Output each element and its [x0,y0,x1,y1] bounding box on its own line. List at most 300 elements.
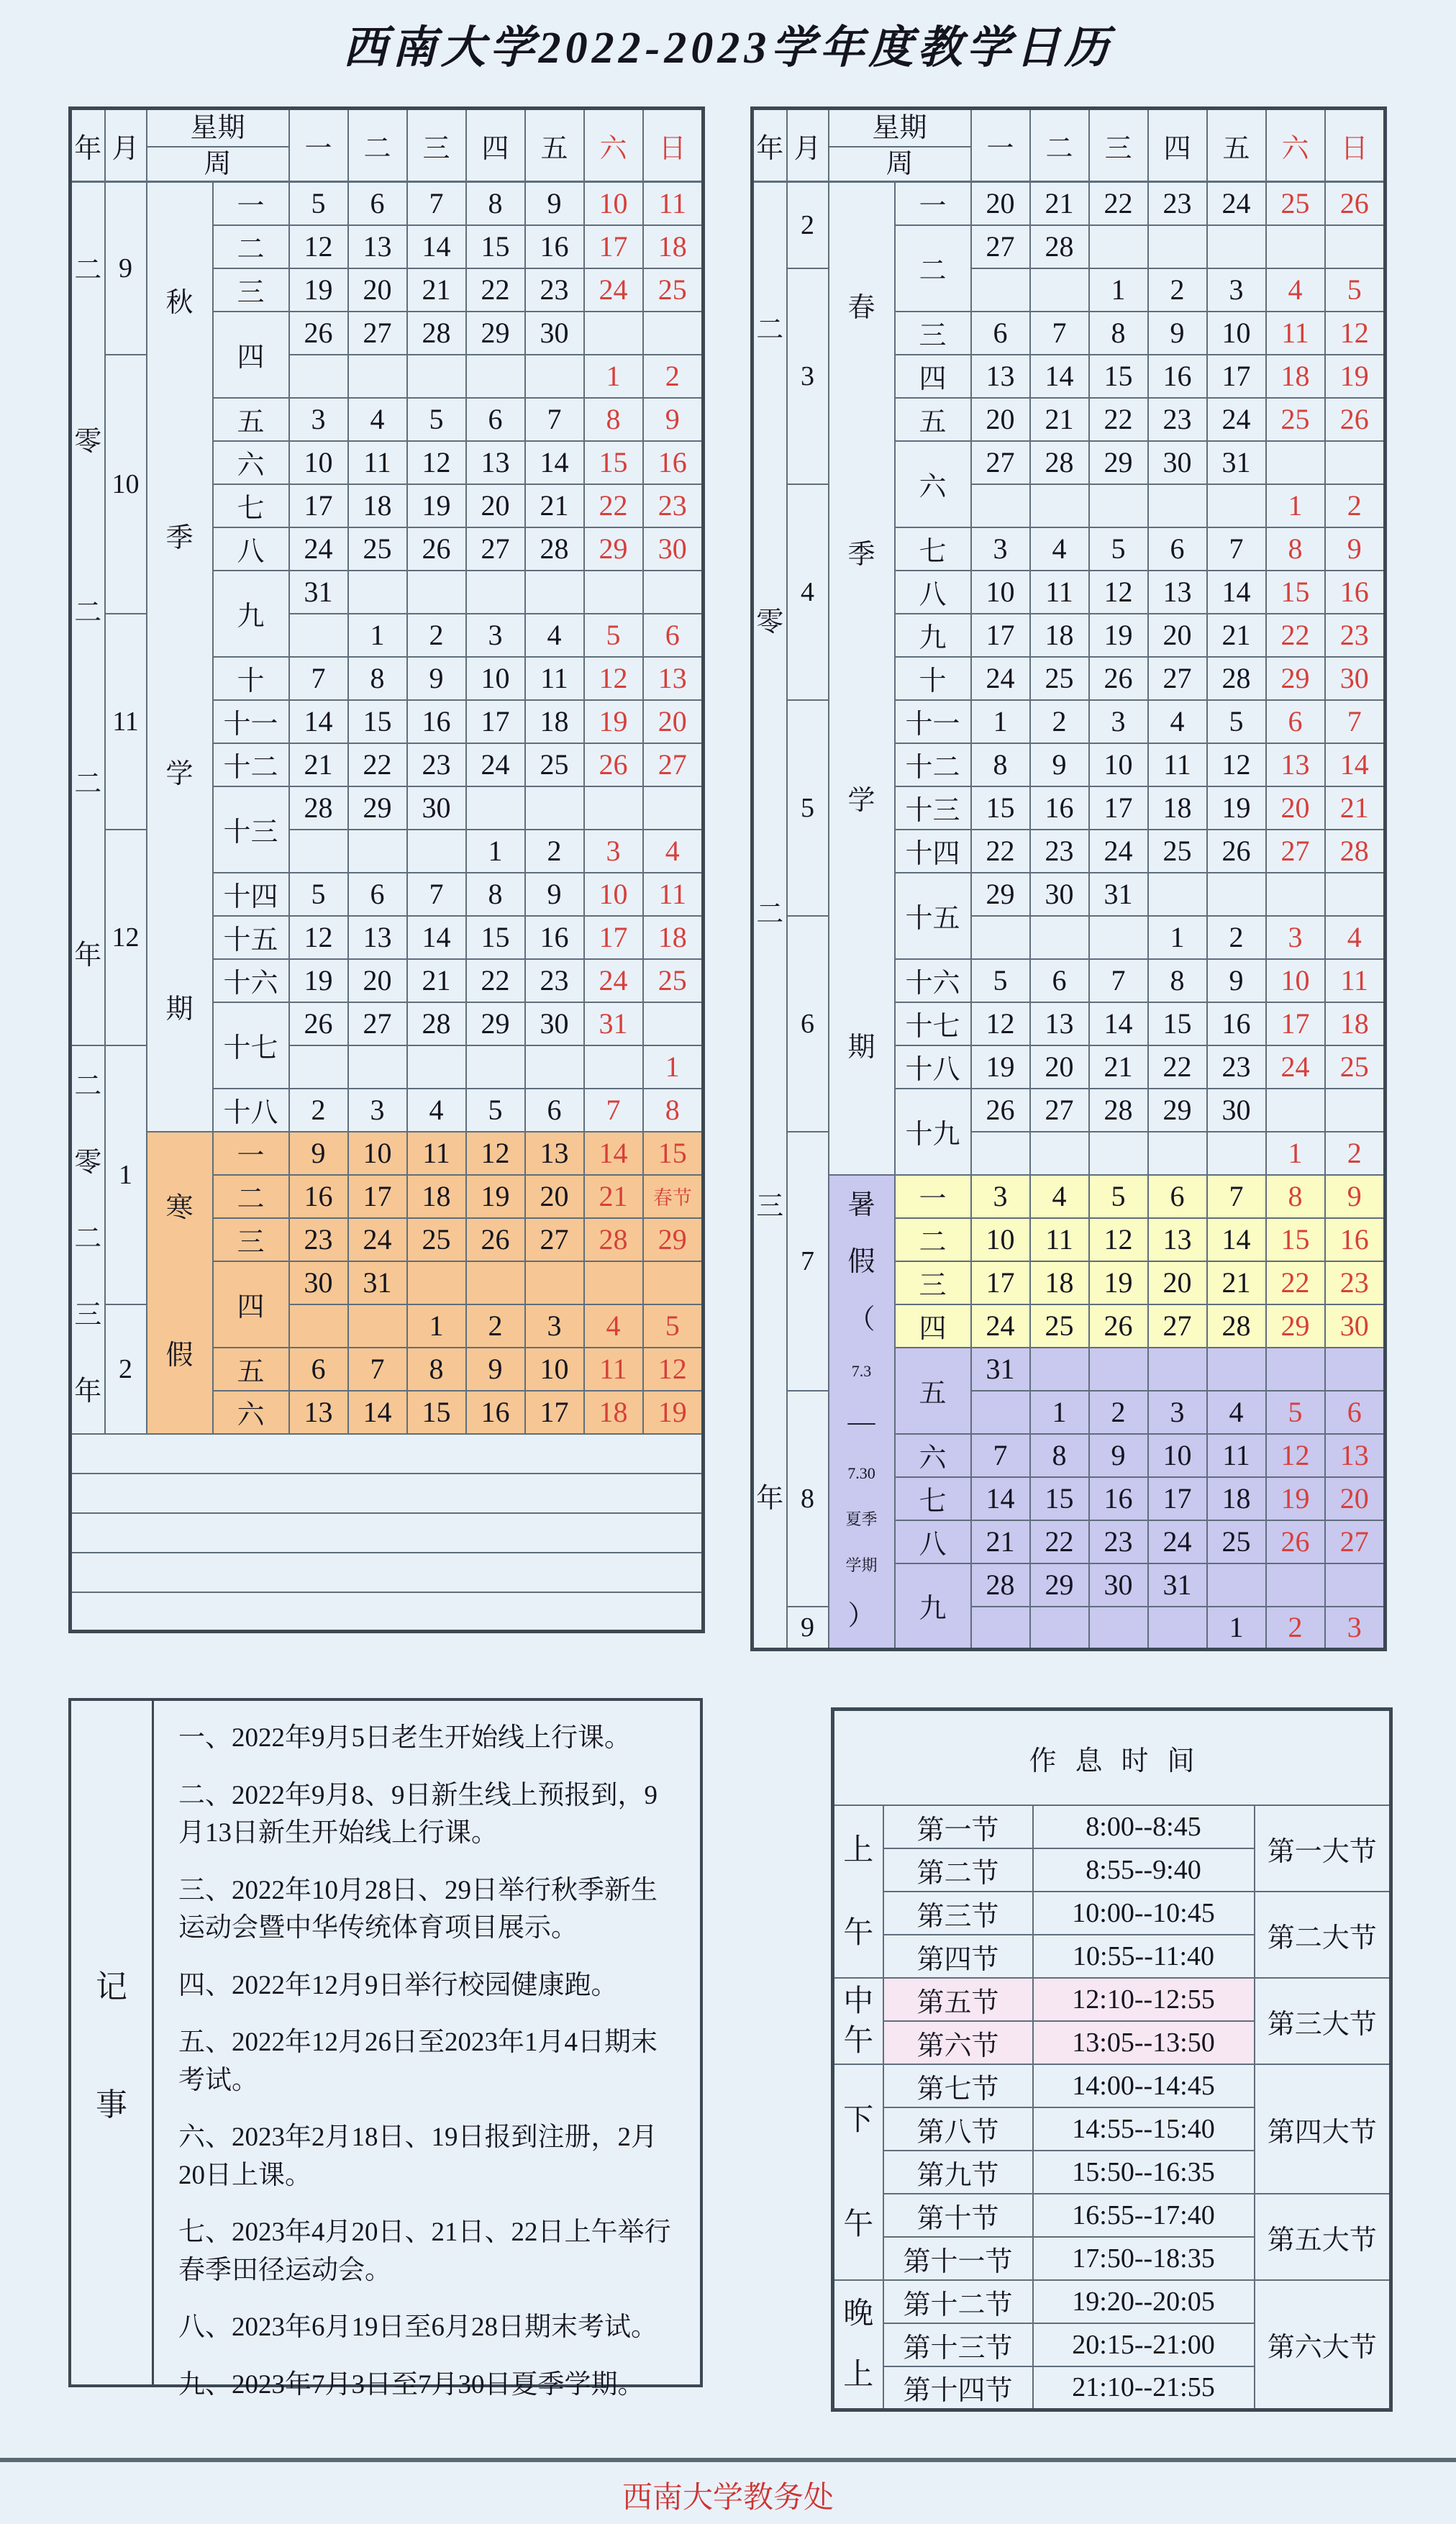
day-cell: 16 [1207,1002,1266,1045]
day-cell: 27 [1030,1089,1089,1132]
day-cell [289,614,348,657]
day-cell: 1 [407,1304,466,1348]
note-item: 二、2022年9月8、9日新生线上预报到，9月13日新生开始线上行课。 [178,1780,658,1848]
period-time: 17:50--18:35 [1033,2237,1255,2280]
day-cell: 7 [348,1348,407,1391]
day-cell: 27 [643,743,704,786]
day-cell [971,916,1030,959]
day-cell: 27 [1148,657,1207,700]
header-day: 六 [1266,109,1325,182]
month-cell: 6 [787,916,829,1132]
day-cell: 14 [971,1477,1030,1520]
day-cell: 2 [407,614,466,657]
day-cell: 30 [1325,1304,1386,1348]
day-cell: 19 [407,484,466,527]
day-cell [1148,1348,1207,1391]
day-cell: 7 [971,1434,1030,1477]
day-cell: 18 [584,1391,643,1434]
day-cell [289,1045,348,1089]
day-cell [1089,1132,1148,1175]
year-cell: 二 零 二 二 年 [70,182,105,1045]
day-cell: 21 [289,743,348,786]
day-cell: 7 [1325,700,1386,743]
day-cell: 1 [1207,1607,1266,1650]
period-time: 21:10--21:55 [1033,2366,1255,2410]
day-cell [1325,1348,1386,1391]
header-month: 月 [787,109,829,182]
day-cell [1030,916,1089,959]
week-label: 六 [213,441,289,484]
day-cell [1266,873,1325,916]
day-cell: 31 [1207,441,1266,484]
day-cell: 22 [1089,182,1148,225]
day-cell: 19 [1207,786,1266,830]
year-cell: 二 零 二 三 年 [70,1045,105,1434]
day-cell: 24 [584,268,643,312]
period-time: 14:00--14:45 [1033,2064,1255,2107]
day-cell: 4 [1148,700,1207,743]
day-cell: 25 [1266,398,1325,441]
day-cell: 2 [1325,1132,1386,1175]
day-cell: 27 [525,1218,584,1261]
semester-cell: 寒 假 [147,1132,213,1434]
block-name: 第一大节 [1255,1805,1391,1892]
day-cell: 6 [289,1348,348,1391]
period-name: 第二节 [883,1848,1033,1892]
day-cell: 4 [1030,527,1089,571]
week-label: 四 [895,1304,971,1348]
day-cell: 10 [971,571,1030,614]
day-cell: 17 [584,225,643,268]
day-cell: 28 [584,1218,643,1261]
day-cell: 28 [1325,830,1386,873]
day-cell: 14 [289,700,348,743]
day-cell: 15 [466,916,525,959]
day-cell: 5 [971,959,1030,1002]
week-label: 十七 [895,1002,971,1045]
day-cell: 4 [1266,268,1325,312]
day-cell: 8 [407,1348,466,1391]
day-cell [1030,1348,1089,1391]
day-cell [1207,1132,1266,1175]
day-cell: 9 [1207,959,1266,1002]
week-label: 十三 [213,786,289,873]
day-cell: 19 [1325,355,1386,398]
week-label: 八 [213,527,289,571]
period-name: 第十节 [883,2194,1033,2237]
day-cell: 5 [584,614,643,657]
day-cell: 24 [971,657,1030,700]
semester-cell: 春 季 学 期 [829,182,895,1175]
day-cell: 29 [584,527,643,571]
day-cell [1266,1348,1325,1391]
day-cell: 17 [584,916,643,959]
day-cell: 17 [1207,355,1266,398]
day-cell: 25 [1148,830,1207,873]
day-cell: 1 [348,614,407,657]
day-cell: 5 [1089,1175,1148,1218]
day-cell: 5 [289,182,348,225]
day-cell: 20 [1325,1477,1386,1520]
day-cell [348,1304,407,1348]
day-cell [643,312,704,355]
day-cell: 16 [1325,571,1386,614]
week-label: 八 [895,571,971,614]
day-cell: 8 [1266,1175,1325,1218]
week-label: 十 [213,657,289,700]
day-cell [466,786,525,830]
day-cell: 13 [525,1132,584,1175]
month-cell: 3 [787,268,829,484]
day-cell: 2 [1266,1607,1325,1650]
day-cell [1089,1607,1148,1650]
day-cell: 25 [407,1218,466,1261]
day-cell: 13 [466,441,525,484]
period-time: 20:15--21:00 [1033,2323,1255,2366]
day-cell: 31 [1148,1563,1207,1607]
period-time: 13:05--13:50 [1033,2021,1255,2064]
day-cell: 30 [1089,1563,1148,1607]
day-cell: 25 [348,527,407,571]
day-cell [1030,268,1089,312]
week-label: 六 [895,1434,971,1477]
day-cell: 22 [971,830,1030,873]
day-cell: 15 [407,1391,466,1434]
day-cell: 6 [348,873,407,916]
day-cell: 14 [1207,571,1266,614]
day-section-label: 上 午 [833,1805,883,1978]
day-cell: 20 [1030,1045,1089,1089]
day-cell: 6 [1266,700,1325,743]
week-label: 一 [895,1175,971,1218]
day-cell: 5 [1089,527,1148,571]
day-cell: 20 [348,268,407,312]
month-cell: 10 [105,355,147,614]
day-cell: 19 [289,268,348,312]
day-cell: 26 [466,1218,525,1261]
day-cell: 11 [584,1348,643,1391]
day-cell: 10 [1089,743,1148,786]
week-label: 十六 [895,959,971,1002]
header-day: 四 [466,109,525,182]
day-cell: 21 [1207,614,1266,657]
empty-row [70,1513,704,1553]
day-cell: 1 [643,1045,704,1089]
day-cell: 28 [1089,1089,1148,1132]
day-cell: 21 [407,268,466,312]
header-year: 年 [752,109,787,182]
block-name: 第二大节 [1255,1892,1391,1978]
day-cell: 22 [348,743,407,786]
day-cell: 12 [1266,1434,1325,1477]
day-cell: 29 [971,873,1030,916]
block-name: 第三大节 [1255,1978,1391,2064]
period-time: 10:55--11:40 [1033,1935,1255,1978]
day-cell: 27 [348,1002,407,1045]
day-cell: 25 [1030,657,1089,700]
day-cell: 12 [289,225,348,268]
day-cell: 14 [1207,1218,1266,1261]
day-cell: 15 [1266,571,1325,614]
week-label: 十二 [895,743,971,786]
day-cell: 7 [525,398,584,441]
week-label: 四 [213,1261,289,1348]
week-label: 十三 [895,786,971,830]
day-cell: 26 [1325,182,1386,225]
day-cell: 18 [1266,355,1325,398]
day-cell: 17 [466,700,525,743]
day-cell: 2 [1030,700,1089,743]
day-cell: 6 [971,312,1030,355]
day-cell [289,1304,348,1348]
period-name: 第八节 [883,2107,1033,2151]
day-cell: 13 [1148,1218,1207,1261]
day-cell: 18 [525,700,584,743]
month-cell: 9 [105,182,147,355]
day-cell: 12 [1089,571,1148,614]
day-cell: 6 [643,614,704,657]
empty-row [70,1553,704,1592]
day-cell [584,571,643,614]
day-cell: 3 [289,398,348,441]
day-cell: 20 [643,700,704,743]
day-cell: 28 [407,1002,466,1045]
week-label: 十六 [213,959,289,1002]
week-label: 七 [895,1477,971,1520]
day-cell: 2 [643,355,704,398]
day-cell [1207,1348,1266,1391]
header-day: 日 [1325,109,1386,182]
day-cell: 27 [348,312,407,355]
day-cell [525,571,584,614]
day-cell: 21 [1207,1261,1266,1304]
day-cell [407,1261,466,1304]
day-cell: 30 [525,312,584,355]
day-cell [348,571,407,614]
week-label: 十二 [213,743,289,786]
period-name: 第三节 [883,1892,1033,1935]
day-cell: 29 [1148,1089,1207,1132]
notes-label-char: 记 [96,1969,127,2005]
period-name: 第十二节 [883,2280,1033,2323]
class-schedule-box [831,1707,1393,2412]
day-cell: 21 [1089,1045,1148,1089]
day-cell: 10 [584,873,643,916]
day-cell: 11 [525,657,584,700]
day-cell: 3 [348,1089,407,1132]
day-cell: 26 [407,527,466,571]
day-cell [971,484,1030,527]
day-cell: 20 [1148,1261,1207,1304]
day-cell [1148,484,1207,527]
week-label: 十 [895,657,971,700]
day-cell: 3 [584,830,643,873]
week-label: 二 [895,1218,971,1261]
day-cell: 23 [525,268,584,312]
day-cell: 27 [1148,1304,1207,1348]
day-cell [971,1607,1030,1650]
day-cell: 13 [1030,1002,1089,1045]
day-cell: 28 [1207,1304,1266,1348]
header-day: 一 [971,109,1030,182]
day-cell: 4 [525,614,584,657]
day-cell: 25 [643,959,704,1002]
period-name: 第九节 [883,2151,1033,2194]
day-cell: 17 [1089,786,1148,830]
day-cell: 12 [643,1348,704,1391]
day-cell: 3 [525,1304,584,1348]
day-cell [348,1045,407,1089]
day-cell: 24 [1148,1520,1207,1563]
period-name: 第五节 [883,1978,1033,2021]
day-cell: 8 [348,657,407,700]
day-cell: 1 [1089,268,1148,312]
week-label: 二 [895,225,971,312]
block-name: 第四大节 [1255,2064,1391,2194]
note-item: 七、2023年4月20日、21日、22日上午举行春季田径运动会。 [178,2217,671,2285]
week-label: 十四 [213,873,289,916]
day-section-label: 下 午 [833,2064,883,2280]
day-cell: 26 [1089,1304,1148,1348]
day-cell [525,1261,584,1304]
header-day: 四 [1148,109,1207,182]
day-cell: 27 [971,225,1030,268]
day-cell: 18 [1207,1477,1266,1520]
day-cell: 31 [348,1261,407,1304]
day-cell [1266,225,1325,268]
day-cell: 16 [1030,786,1089,830]
empty-row [70,1474,704,1513]
day-cell: 19 [1089,1261,1148,1304]
day-cell: 28 [407,312,466,355]
day-cell [1266,441,1325,484]
day-cell: 28 [971,1563,1030,1607]
day-cell: 8 [1266,527,1325,571]
month-cell: 9 [787,1607,829,1650]
day-cell: 24 [466,743,525,786]
week-label: 五 [213,1348,289,1391]
day-cell: 15 [971,786,1030,830]
day-cell: 18 [348,484,407,527]
week-label: 五 [895,398,971,441]
day-cell: 6 [466,398,525,441]
day-cell: 10 [348,1132,407,1175]
day-cell: 11 [1148,743,1207,786]
day-cell: 11 [348,441,407,484]
day-cell: 25 [1030,1304,1089,1348]
period-name: 第十四节 [883,2366,1033,2410]
spring-semester-calendar [750,106,1387,1651]
week-label: 十八 [895,1045,971,1089]
day-cell: 30 [1207,1089,1266,1132]
note-item: 五、2022年12月26日至2023年1月4日期末考试。 [178,2028,658,2095]
day-cell: 18 [1148,786,1207,830]
day-cell: 26 [1207,830,1266,873]
day-cell: 12 [1325,312,1386,355]
day-cell: 23 [1325,614,1386,657]
day-cell: 30 [1148,441,1207,484]
day-cell [1266,1089,1325,1132]
day-cell: 22 [466,959,525,1002]
notes-box [68,1698,703,2400]
day-cell [1207,1563,1266,1607]
day-cell [584,786,643,830]
day-cell: 27 [1325,1520,1386,1563]
week-label: 十五 [213,916,289,959]
day-cell [348,355,407,398]
block-name: 第六大节 [1255,2280,1391,2410]
day-cell: 28 [525,527,584,571]
week-label: 二 [213,225,289,268]
period-time: 19:20--20:05 [1033,2280,1255,2323]
day-cell: 8 [1089,312,1148,355]
day-cell: 9 [1148,312,1207,355]
day-cell: 5 [289,873,348,916]
day-cell: 31 [289,571,348,614]
day-cell: 11 [1030,1218,1089,1261]
day-cell: 14 [1089,1002,1148,1045]
day-cell: 18 [1325,1002,1386,1045]
day-cell: 21 [1030,398,1089,441]
day-cell: 5 [1207,700,1266,743]
day-cell: 24 [584,959,643,1002]
header-day: 一 [289,109,348,182]
day-cell: 1 [584,355,643,398]
day-cell: 14 [348,1391,407,1434]
header-day: 二 [1030,109,1089,182]
semester-cell: 暑 假 （ 7.3 — 7.30 夏季 学期 ） [829,1175,895,1650]
day-cell: 2 [289,1089,348,1132]
day-cell: 10 [971,1218,1030,1261]
day-cell: 15 [348,700,407,743]
day-cell [407,355,466,398]
day-cell: 20 [466,484,525,527]
day-cell: 25 [1325,1045,1386,1089]
week-label: 五 [895,1348,971,1434]
day-cell: 31 [584,1002,643,1045]
day-cell: 15 [1266,1218,1325,1261]
period-name: 第六节 [883,2021,1033,2064]
day-cell: 9 [289,1132,348,1175]
day-cell: 24 [1266,1045,1325,1089]
day-cell: 16 [525,916,584,959]
day-cell: 1 [466,830,525,873]
day-cell [1089,484,1148,527]
day-cell: 12 [971,1002,1030,1045]
day-cell [1030,1607,1089,1650]
day-cell: 23 [525,959,584,1002]
day-cell [1266,1563,1325,1607]
day-cell: 15 [466,225,525,268]
empty-row [70,1434,704,1474]
day-cell: 1 [1266,1132,1325,1175]
day-cell: 7 [407,182,466,225]
notes-label [71,1701,154,2384]
period-time: 8:55--9:40 [1033,1848,1255,1892]
day-cell: 9 [1325,527,1386,571]
day-cell: 21 [407,959,466,1002]
day-cell: 14 [1030,355,1089,398]
week-label: 三 [895,312,971,355]
week-label: 七 [895,527,971,571]
year-cell: 二 零 二 三 年 [752,182,787,1650]
notes-label-char: 事 [96,2087,127,2123]
day-cell [971,268,1030,312]
day-cell: 12 [1089,1218,1148,1261]
day-cell: 6 [525,1089,584,1132]
day-cell: 26 [971,1089,1030,1132]
day-cell: 9 [1325,1175,1386,1218]
